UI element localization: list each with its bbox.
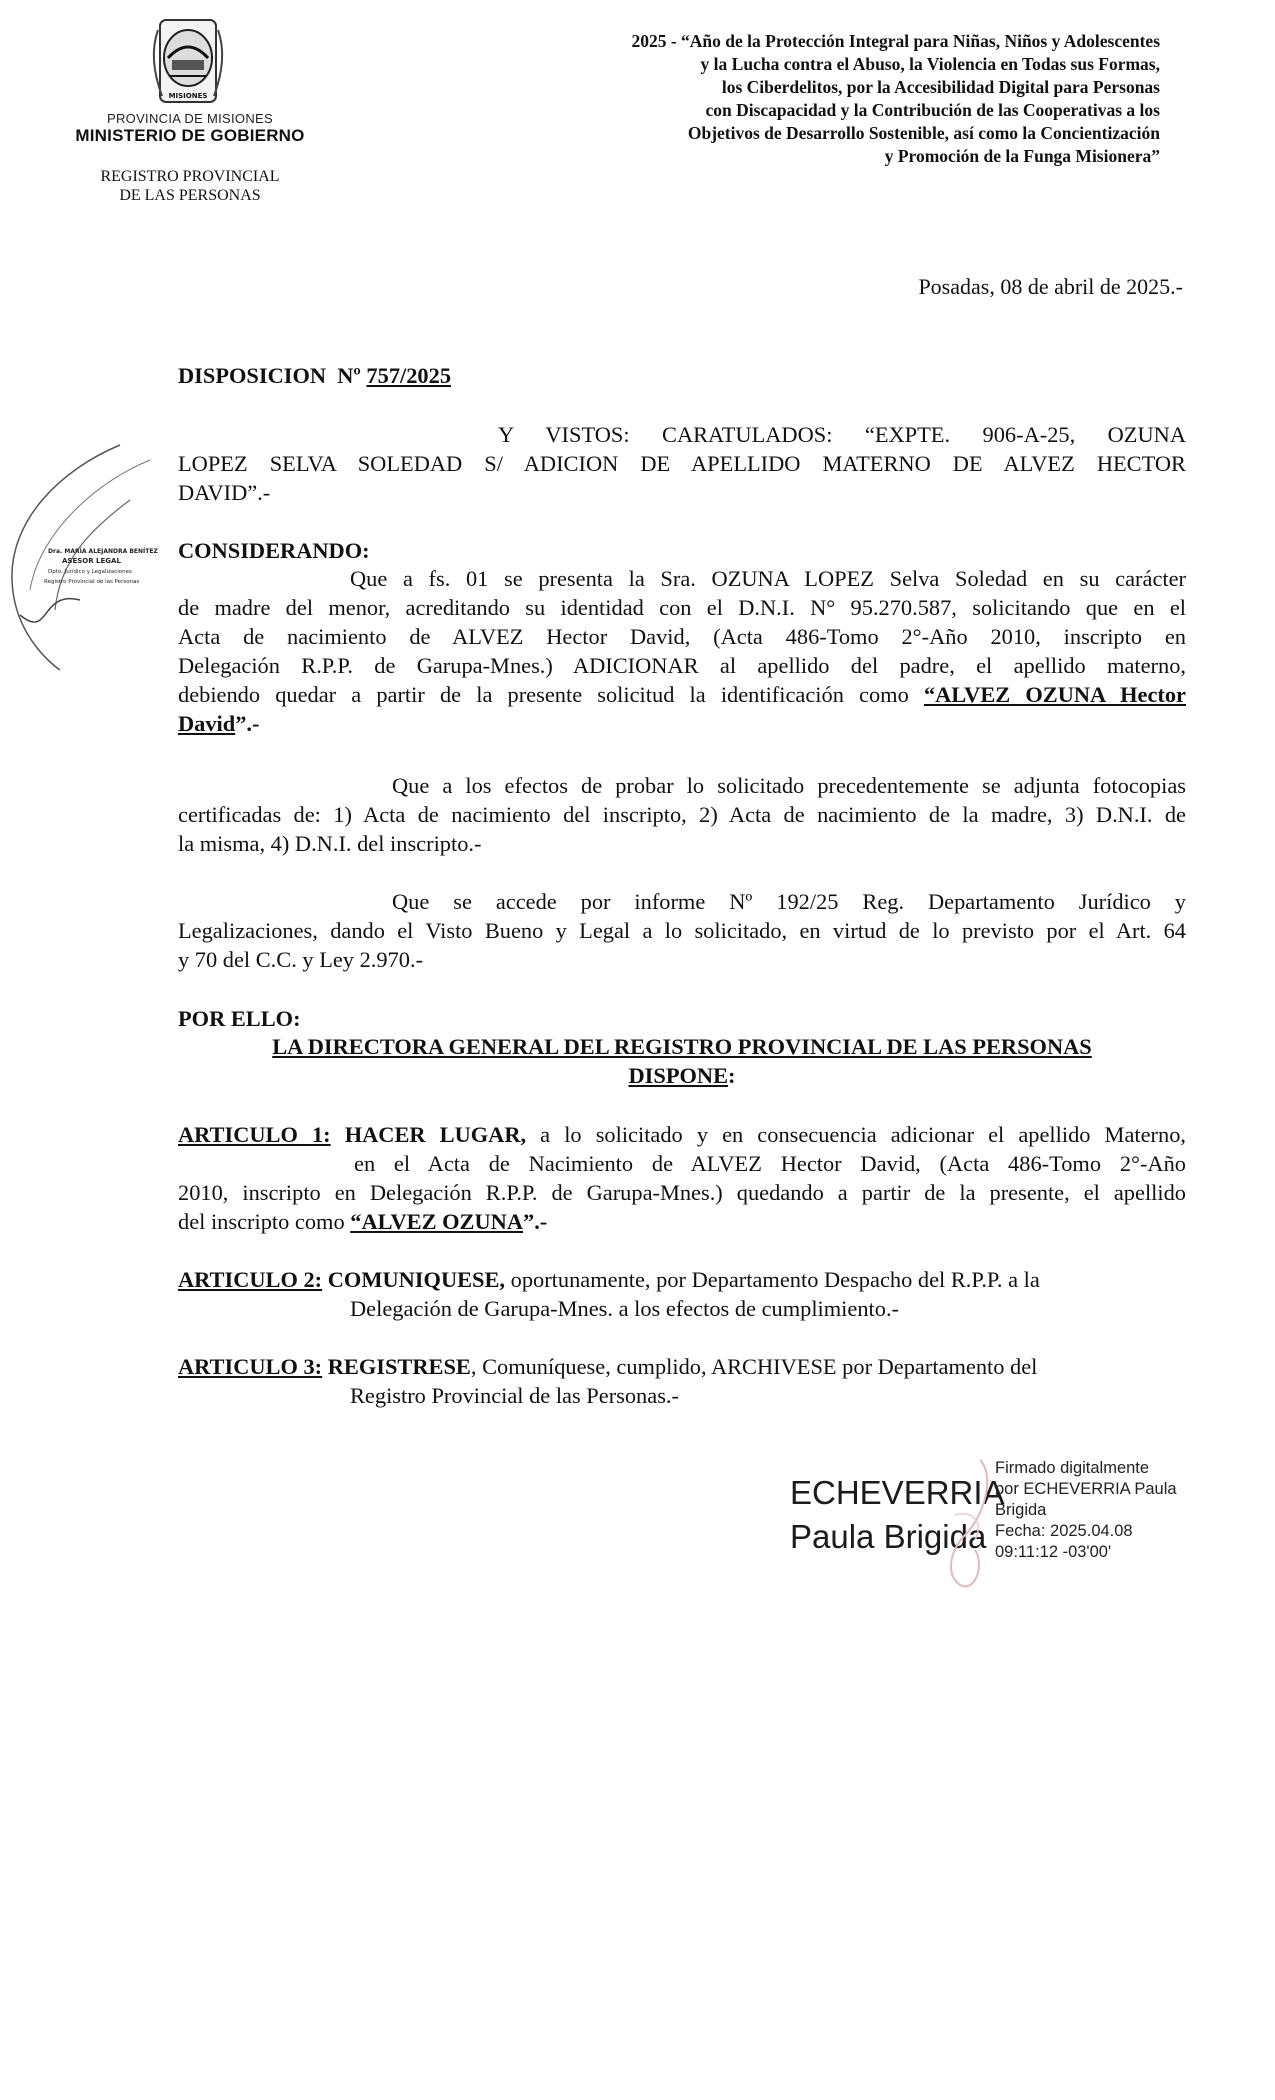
articulo-2 — [178, 1265, 1186, 1323]
motto-line: los Ciberdelitos, por la Accesibilidad Digital para Personas — [721, 77, 1160, 97]
legal-advisor-seal — [0, 440, 175, 680]
motto-line: y Promoción de la Funga Misionera” — [884, 146, 1160, 166]
signature-info-line: Firmado digitalmente — [995, 1459, 1150, 1477]
considerando-text: debiendo quedar a partir de la presente solicitud la identificación como — [178, 682, 924, 707]
articulo-1 — [178, 1120, 1186, 1236]
articulo-line: 2010, inscripto en Delegación R.P.P. de Garupa-Mnes.) quedando a partir de la presente, el apellido — [178, 1180, 1186, 1205]
vistos-paragraph — [178, 420, 1186, 507]
seal-text: ASESOR LEGAL — [62, 557, 121, 565]
articulo-label: ARTICULO 3: — [178, 1354, 323, 1379]
registry-name-line1: REGISTRO PROVINCIAL — [100, 168, 280, 185]
articulo-label: ARTICULO 2: — [178, 1267, 323, 1292]
adjunta-line: Que a los efectos de probar lo solicitado precedentemente se adjunta fotocopias — [392, 773, 1186, 798]
signature-info-line: Brigida — [995, 1501, 1047, 1519]
articulo-line — [178, 1120, 1186, 1149]
motto-line: 2025 - “Año de la Protección Integral para Niñas, Niños y Adolescentes — [631, 31, 1160, 51]
motto-line: con Discapacidad y la Contribución de las Cooperativas a los — [705, 100, 1160, 120]
dispone-colon: : — [728, 1063, 736, 1088]
seal-text: Registro Provincial de las Personas — [44, 579, 140, 585]
articulo-action: HACER LUGAR, — [344, 1122, 527, 1147]
signer-given-names: Paula Brigida — [790, 1518, 987, 1555]
signer-surname: ECHEVERRIA — [790, 1474, 1005, 1511]
considerando-line — [178, 709, 1186, 738]
new-surname-highlight: “ALVEZ OZUNA — [350, 1209, 523, 1234]
articulo-action: COMUNIQUESE, — [327, 1267, 506, 1292]
articulo-label: ARTICULO 1: — [178, 1122, 331, 1147]
digital-signature-info — [995, 1458, 1225, 1563]
year-motto — [400, 30, 1160, 168]
articulo-line: en el Acta de Nacimiento de ALVEZ Hector David, (Acta 486-Tomo 2°-Año — [354, 1151, 1186, 1176]
articulo-line — [178, 1207, 1186, 1236]
motto-line: Objetivos de Desarrollo Sostenible, así como la Concientización — [687, 123, 1160, 143]
por-ello-heading: POR ELLO: — [178, 1006, 301, 1031]
province-name: PROVINCIA DE MISIONES — [107, 111, 273, 126]
articulo-text: , Comuníquese, cumplido, ARCHIVESE por Departamento del — [470, 1354, 1038, 1379]
document-date: Posadas, 08 de abril de 2025.- — [918, 274, 1183, 299]
considerando-line — [178, 680, 1186, 709]
articulo-line: Delegación de Garupa-Mnes. a los efectos de cumplimiento.- — [350, 1296, 899, 1321]
articulo-text: oportunamente, por Departamento Despacho del R.P.P. a la — [505, 1267, 1040, 1292]
articulo-text: a lo solicitado y en consecuencia adicionar el apellido Materno, — [526, 1122, 1186, 1147]
articulo-text: ”.- — [523, 1209, 548, 1234]
coat-of-arms-logo — [128, 18, 248, 108]
adjunta-paragraph — [178, 771, 1186, 858]
articulo-line: Registro Provincial de las Personas.- — [350, 1383, 679, 1408]
disposicion-value: 757/2025 — [366, 363, 452, 388]
vistos-line: Y VISTOS: CARATULADOS: “EXPTE. 906-A-25, OZUNA — [498, 422, 1186, 447]
considerando-paragraph — [178, 564, 1186, 738]
adjunta-line: certificadas de: 1) Acta de nacimiento del inscripto, 2) Acta de nacimiento de la madre, 3) D.N.I. de — [178, 802, 1186, 827]
articulo-line — [178, 1352, 1186, 1381]
vistos-line: LOPEZ SELVA SOLEDAD S/ ADICION DE APELLIDO MATERNO DE ALVEZ HECTOR — [178, 451, 1186, 476]
informe-paragraph — [178, 887, 1186, 974]
new-name-highlight: David — [178, 711, 236, 736]
considerando-line: Que a fs. 01 se presenta la Sra. OZUNA LOPEZ Selva Soledad en su carácter — [350, 566, 1186, 591]
articulo-action: REGISTRESE — [327, 1354, 471, 1379]
considerando-line: Acta de nacimiento de ALVEZ Hector David, (Acta 486-Tomo 2°-Año 2010, inscripto en — [178, 624, 1186, 649]
considerando-text: ”.- — [235, 711, 260, 736]
informe-line: Que se accede por informe Nº 192/25 Reg. Departamento Jurídico y — [392, 889, 1186, 914]
adjunta-line: la misma, 4) D.N.I. del inscripto.- — [178, 831, 482, 856]
new-name-highlight: “ALVEZ OZUNA Hector — [923, 682, 1186, 707]
articulo-text: del inscripto como — [178, 1209, 351, 1234]
dispone-heading — [178, 1061, 1186, 1090]
signature-info-line: Fecha: 2025.04.08 — [995, 1522, 1133, 1540]
informe-line: y 70 del C.C. y Ley 2.970.- — [178, 947, 424, 972]
considerando-line: Delegación R.P.P. de Garupa-Mnes.) ADICIONAR al apellido del padre, el apellido materno, — [178, 653, 1186, 678]
informe-line: Legalizaciones, dando el Visto Bueno y Legal a lo solicitado, en virtud de lo previsto por el Art. 64 — [178, 918, 1186, 943]
considerando-heading: CONSIDERANDO: — [178, 538, 370, 563]
considerando-line: de madre del menor, acreditando su identidad con el D.N.I. N° 95.270.587, solicitando que en el — [178, 595, 1186, 620]
logo-text: MISIONES — [168, 92, 208, 100]
signature-info-line: por ECHEVERRIA Paula — [995, 1480, 1177, 1498]
signature-info-line: 09:11:12 -03'00' — [995, 1543, 1112, 1561]
disposicion-label: DISPOSICION Nº — [178, 363, 367, 388]
seal-text: Dra. MARÍA ALEJANDRA BENÍTEZ — [48, 548, 158, 555]
ministry-name: MINISTERIO DE GOBIERNO — [75, 126, 305, 145]
directora-text: LA DIRECTORA GENERAL DEL REGISTRO PROVINCIAL DE LAS PERSONAS — [272, 1034, 1092, 1059]
registry-name-line2: DE LAS PERSONAS — [119, 187, 261, 204]
articulo-3 — [178, 1352, 1186, 1410]
vistos-line: DAVID”.- — [178, 480, 271, 505]
directora-heading — [178, 1032, 1186, 1061]
dispone-text: DISPONE — [628, 1063, 729, 1088]
disposicion-number — [178, 361, 1186, 390]
seal-text: Dpto. Jurídico y Legalizaciones — [48, 569, 132, 575]
motto-line: y la Lucha contra el Abuso, la Violencia en Todas sus Formas, — [700, 54, 1160, 74]
articulo-line — [178, 1265, 1186, 1294]
